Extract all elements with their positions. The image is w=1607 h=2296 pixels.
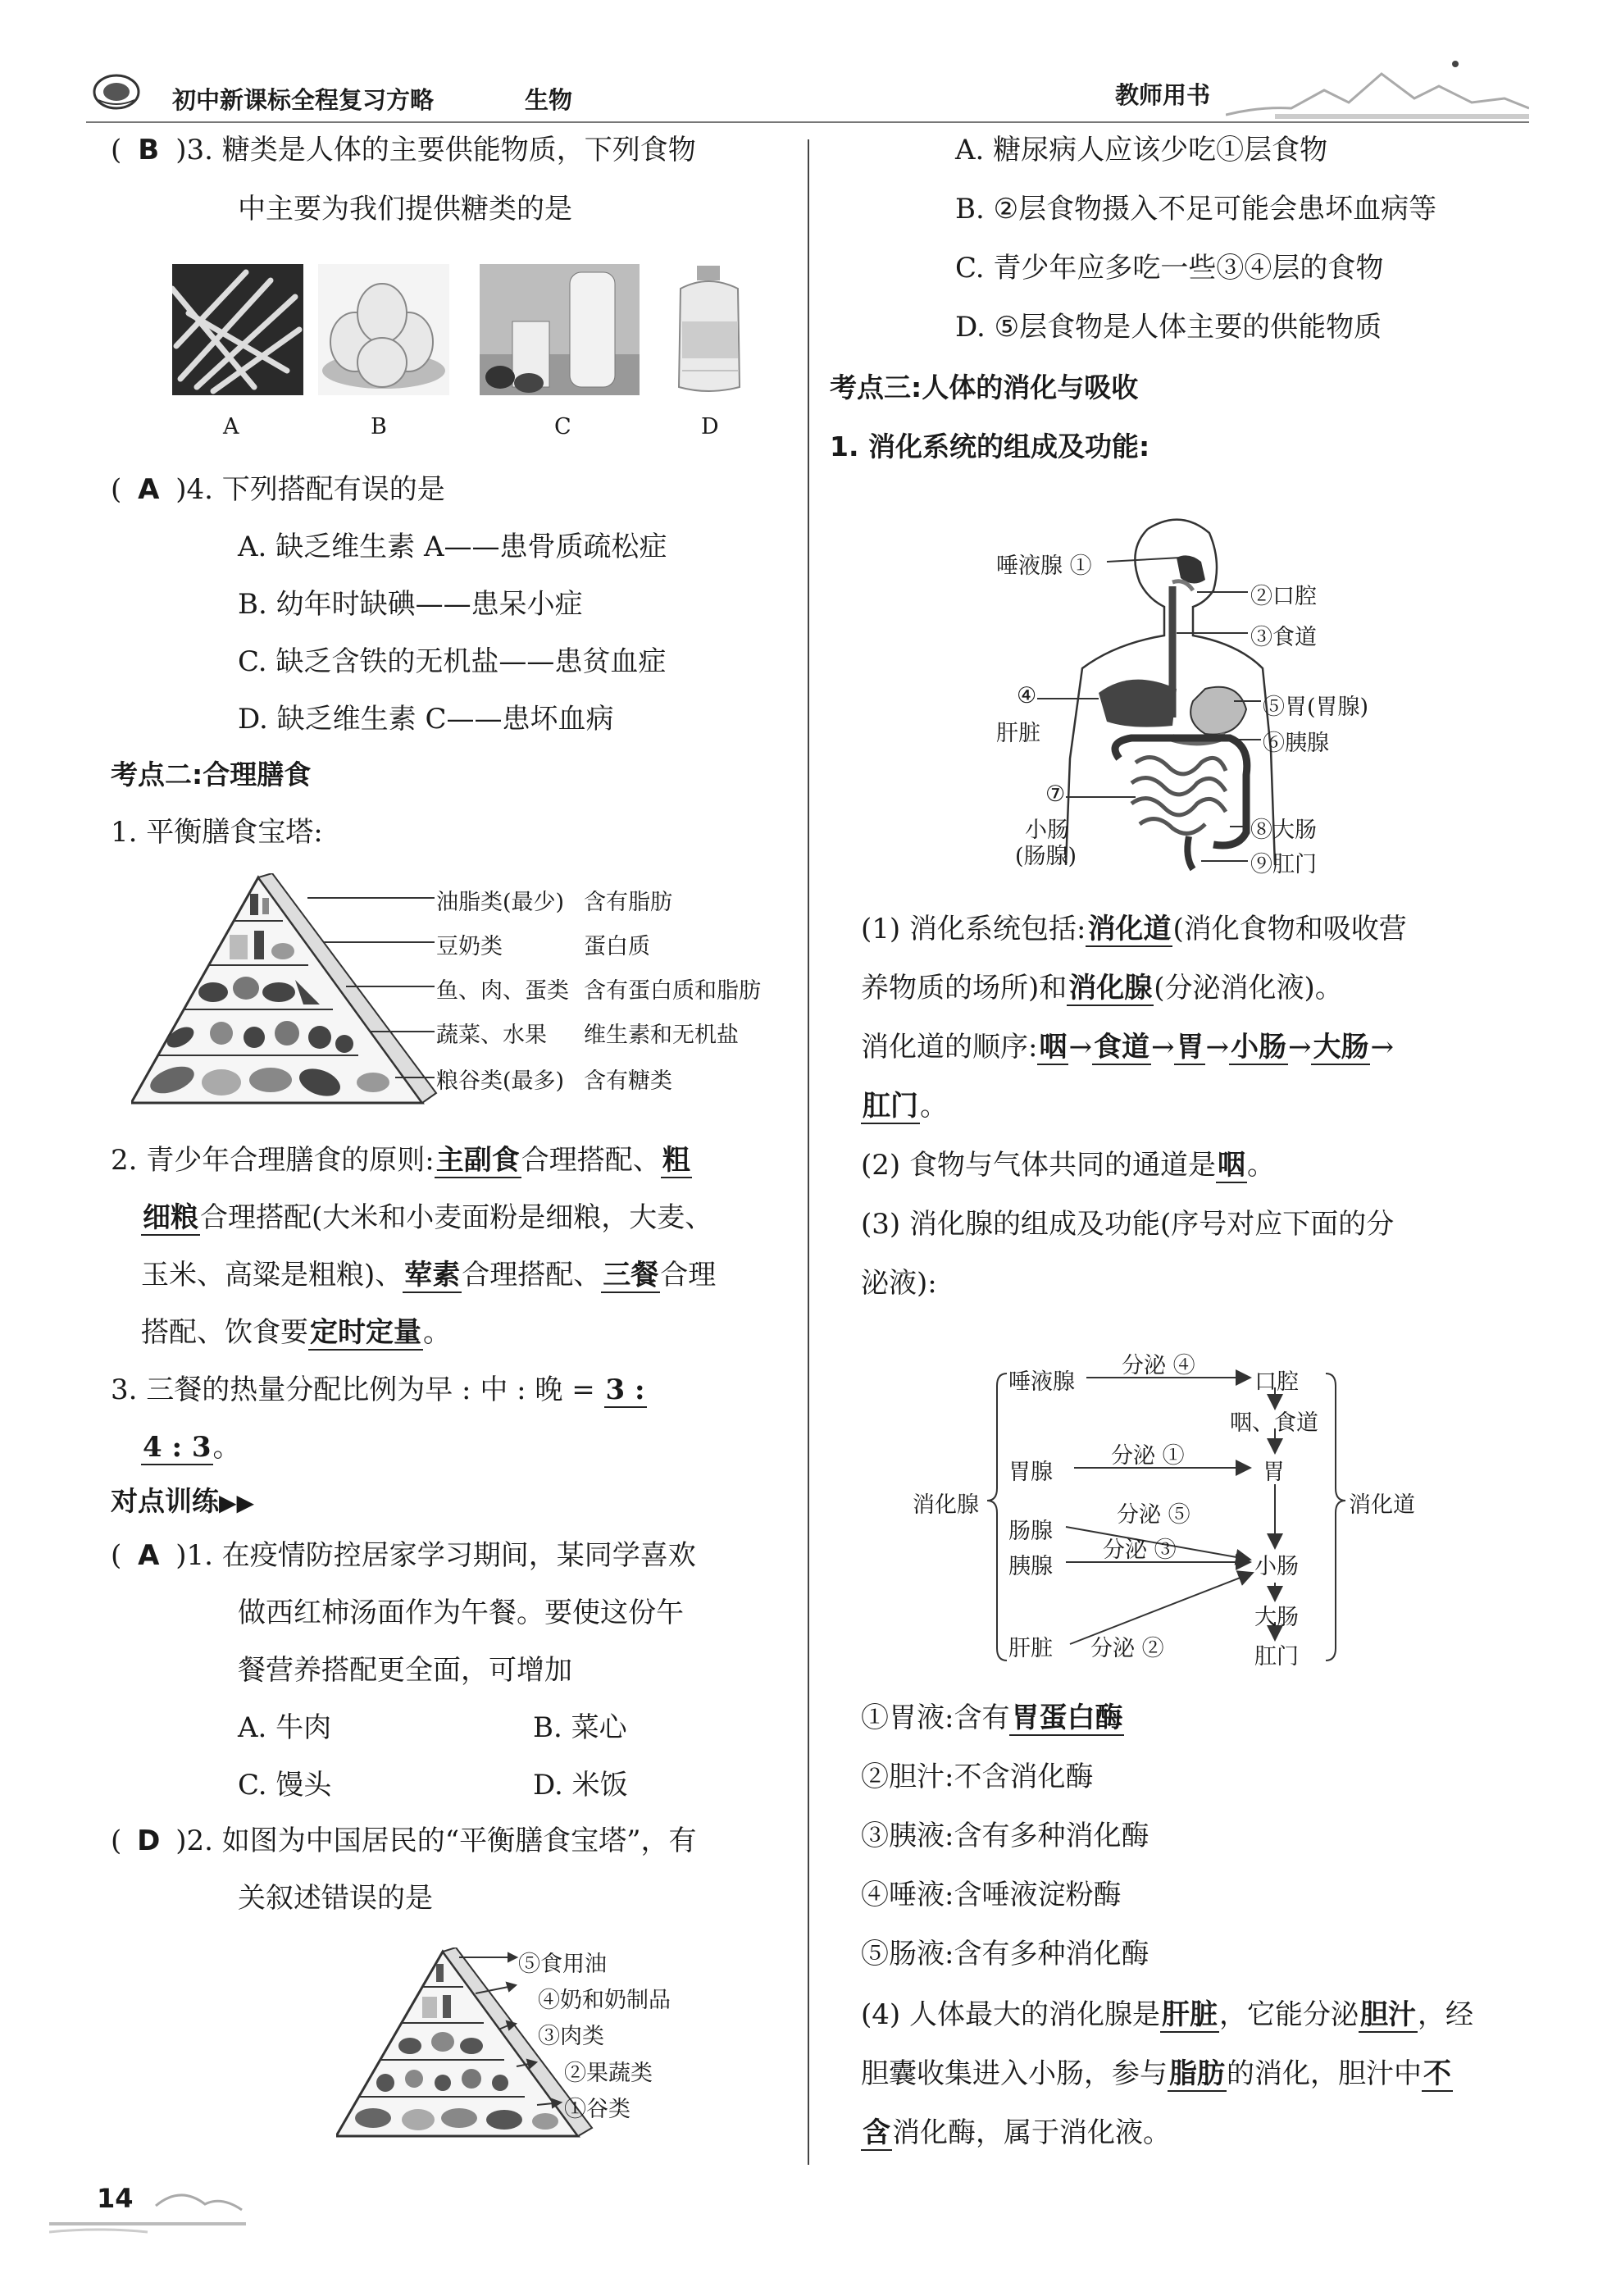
pyramid-layer-oil: 油脂类(最少): [436, 890, 565, 915]
pyramid-content-grain: 含有糖类: [584, 1068, 672, 1094]
pyramid2-label-3: ③肉类: [538, 2024, 604, 2049]
label-pancreas: ⑥胰腺: [1263, 731, 1329, 756]
flow-tract-mouth: 口腔: [1254, 1369, 1299, 1395]
pyramid-layer-meat: 鱼、肉、蛋类: [436, 978, 569, 1004]
answer-pepsin: 胃蛋白酶: [1011, 1702, 1123, 1734]
label-anus: ⑨肛门: [1250, 852, 1317, 877]
flow-tract-large-intestine: 大肠: [1254, 1605, 1299, 1630]
label-small-intestine: 小肠: [1025, 818, 1069, 843]
juice-pancreatic: ③胰液:含有多种消化酶: [861, 1820, 1149, 1852]
label-large-intestine: ⑧大肠: [1250, 818, 1317, 843]
p3-line1: (3) 消化腺的组成及功能(序号对应下面的分: [861, 1208, 1395, 1241]
food-image-b-eggs: [318, 264, 449, 395]
t1-option-c: C. 馒头: [238, 1769, 332, 1802]
p4-line1: (4) 人体最大的消化腺是肝脏，它能分泌胆汁，经: [861, 1998, 1473, 2031]
principle-line4: 搭配、饮食要定时定量。: [141, 1316, 451, 1349]
image-label-c: C: [554, 414, 571, 440]
food-image-d-oil: [664, 264, 754, 395]
principle-line1: 2. 青少年合理膳食的原则:主副食合理搭配、粗: [111, 1144, 690, 1177]
flow-secrete-pancreatic: 分泌 ③: [1103, 1538, 1177, 1563]
p1-line1: (1) 消化系统包括:消化道(消化食物和吸收营: [861, 913, 1407, 945]
label-liver: 肝脏: [996, 721, 1040, 746]
answer-coarse-a: 粗: [662, 1144, 690, 1177]
answer-ratio-a: 3 :: [605, 1374, 645, 1406]
footer-decoration-icon: [49, 2173, 246, 2239]
p2-line: (2) 食物与气体共同的通道是咽。: [861, 1149, 1275, 1182]
double-chevron-icon: ▶▶: [219, 1489, 255, 1516]
answer-t2: D: [137, 1824, 161, 1857]
flow-secrete-saliva: 分泌 ④: [1122, 1353, 1195, 1378]
training-q1: ( A )1. 在疫情防控居家学习期间，某同学喜欢: [111, 1537, 696, 1574]
q4-option-d: D. 缺乏维生素 C——患坏血病: [238, 703, 614, 736]
label-stomach: ⑤胃(胃腺): [1263, 695, 1369, 720]
answer-bile: 胆汁: [1359, 1998, 1416, 2031]
answer-ratio-b: 4 : 3: [143, 1431, 212, 1464]
subject-label: 生物: [525, 86, 573, 114]
question-4: ( A )4. 下列搭配有误的是: [111, 471, 445, 508]
order-line2: 肛门。: [863, 1090, 948, 1123]
t2-option-a: A. 糖尿病人应该少吃①层食物: [955, 134, 1328, 166]
t1-option-a: A. 牛肉: [238, 1711, 332, 1744]
flow-glands-title: 消化腺: [913, 1492, 979, 1518]
flow-tract-anus: 肛门: [1254, 1644, 1299, 1670]
training-q2-line2: 关叙述错误的是: [238, 1882, 433, 1915]
mountain-decoration-icon: [1226, 57, 1529, 123]
pyramid2-label-2: ②果蔬类: [564, 2061, 653, 2086]
pyramid-title: 1. 平衡膳食宝塔:: [111, 816, 323, 849]
answer-digestive-tract: 消化道: [1087, 913, 1172, 945]
principle-line3: 玉米、高粱是粗粮)、荤素合理搭配、三餐合理: [141, 1259, 717, 1292]
answer-not-b: 含: [863, 2116, 890, 2149]
pyramid2-label-5: ⑤食用油: [518, 1952, 607, 1977]
column-divider: [808, 139, 809, 2165]
food-image-a-noodles: [172, 264, 303, 395]
flow-tract-title: 消化道: [1349, 1492, 1415, 1518]
q4-option-b: B. 幼年时缺碘——患呆小症: [238, 588, 583, 621]
p1-line2: 养物质的场所)和消化腺(分泌消化液)。: [861, 972, 1343, 1004]
page-number: 14: [97, 2183, 134, 2214]
food-pyramid-diagram: [131, 873, 443, 1107]
pyramid-content-oil: 含有脂肪: [584, 890, 672, 915]
answer-fat: 脂肪: [1169, 2057, 1225, 2090]
juice-bile: ②胆汁:不含消化酶: [861, 1761, 1094, 1793]
section-3-title: 考点三:人体的消化与吸收: [830, 371, 1139, 403]
flow-gland-salivary: 唾液腺: [1008, 1369, 1075, 1395]
food-image-c-milk: [480, 264, 640, 395]
image-label-d: D: [701, 414, 719, 440]
flow-secrete-gastric: 分泌 ①: [1111, 1443, 1185, 1469]
t2-option-c: C. 青少年应多吃一些③④层的食物: [955, 252, 1384, 285]
subsection-1-title: 1. 消化系统的组成及功能:: [830, 430, 1150, 462]
pyramid-layer-veg: 蔬菜、水果: [436, 1023, 547, 1048]
answer-q3: B: [138, 134, 160, 166]
flow-tract-esophagus: 咽、食道: [1230, 1410, 1318, 1436]
juice-intestinal: ⑤肠液:含有多种消化酶: [861, 1938, 1149, 1970]
book-title: 初中新课标全程复习方略: [172, 86, 435, 114]
p3-line2: 泌液):: [861, 1267, 937, 1300]
flow-secrete-bile: 分泌 ②: [1090, 1636, 1164, 1661]
question-3-line2: 中主要为我们提供糖类的是: [238, 193, 572, 226]
image-label-b: B: [371, 414, 387, 440]
training-q2: ( D )2. 如图为中国居民的“平衡膳食宝塔”，有: [111, 1822, 697, 1860]
pyramid2-label-1: ①谷类: [564, 2097, 631, 2122]
label-liver-num: ④: [1017, 683, 1037, 708]
juice-saliva: ④唾液:含唾液淀粉酶: [861, 1879, 1122, 1911]
answer-coarse-b: 细粮: [143, 1201, 198, 1234]
pyramid-content-bean: 蛋白质: [584, 934, 650, 959]
q4-option-a: A. 缺乏维生素 A——患骨质疏松症: [238, 531, 667, 563]
principle-line2: 细粮合理搭配(大米和小麦面粉是细粮，大麦、: [143, 1201, 713, 1234]
answer-main-side: 主副食: [435, 1144, 520, 1177]
flow-gland-liver: 肝脏: [1008, 1636, 1053, 1661]
image-label-a: A: [223, 414, 239, 440]
answer-not-a: 不: [1423, 2057, 1451, 2090]
training-q1-line2: 做西红柿汤面作为午餐。要使这份午: [238, 1597, 684, 1629]
pyramid2-label-4: ④奶和奶制品: [538, 1988, 671, 2013]
p4-line3: 含消化酶，属于消化液。: [863, 2116, 1171, 2149]
answer-three-meals: 三餐: [603, 1259, 659, 1292]
answer-digestive-gland: 消化腺: [1068, 972, 1153, 1004]
answer-q4: A: [138, 473, 160, 506]
t2-option-b: B. ②层食物摄入不足可能会患坏血病等: [955, 193, 1437, 226]
label-intestinal-gland: (肠腺): [1015, 844, 1077, 869]
flow-secrete-intestinal: 分泌 ⑤: [1117, 1502, 1190, 1528]
body-label-leader-lines: [984, 525, 1312, 886]
label-salivary-gland: 唾液腺 ①: [996, 554, 1092, 579]
book-logo-icon: [92, 72, 141, 112]
answer-liver: 肝脏: [1161, 1998, 1218, 2031]
pyramid-layer-bean: 豆奶类: [436, 934, 503, 959]
flow-gland-intestinal: 肠腺: [1008, 1519, 1053, 1544]
flow-tract-small-intestine: 小肠: [1254, 1554, 1299, 1579]
flow-tract-stomach: 胃: [1263, 1460, 1285, 1485]
question-3: ( B )3. 糖类是人体的主要供能物质，下列食物: [111, 131, 696, 169]
flow-gland-gastric: 胃腺: [1008, 1460, 1053, 1485]
answer-meat-veg: 荤素: [404, 1259, 461, 1292]
t1-option-b: B. 菜心: [533, 1711, 627, 1744]
ratio-line1: 3. 三餐的热量分配比例为早 : 中 : 晚 = 3 :: [111, 1374, 645, 1406]
training-q1-line3: 餐营养搭配更全面，可增加: [238, 1654, 572, 1687]
answer-pharynx: 咽: [1217, 1149, 1245, 1182]
pyramid-content-veg: 维生素和无机盐: [584, 1023, 739, 1048]
teacher-tag: 教师用书: [1115, 81, 1211, 109]
section-2-title: 考点二:合理膳食: [111, 758, 312, 790]
label-small-intestine-num: ⑦: [1045, 781, 1066, 807]
order-line1: 消化道的顺序:咽→食道→胃→小肠→大肠→: [861, 1031, 1394, 1064]
answer-regular-meals: 定时定量: [310, 1316, 421, 1349]
t2-option-d: D. ⑤层食物是人体主要的供能物质: [955, 311, 1382, 344]
p4-line2: 胆囊收集进入小肠，参与脂肪的消化，胆汁中不: [861, 2057, 1451, 2090]
label-mouth: ②口腔: [1250, 584, 1317, 609]
training-title: 对点训练▶▶: [111, 1485, 255, 1517]
q4-option-c: C. 缺乏含铁的无机盐——患贫血症: [238, 645, 667, 678]
label-esophagus: ③食道: [1250, 625, 1317, 650]
flow-gland-pancreas: 胰腺: [1008, 1554, 1053, 1579]
t1-option-d: D. 米饭: [533, 1769, 628, 1802]
juice-gastric: ①胃液:含有胃蛋白酶: [861, 1702, 1123, 1734]
ratio-line2: 4 : 3。: [143, 1431, 241, 1464]
pyramid-content-meat: 含有蛋白质和脂肪: [584, 978, 761, 1004]
answer-t1: A: [138, 1539, 160, 1572]
header-rule: [86, 121, 1529, 123]
pyramid-layer-grain: 粮谷类(最多): [436, 1068, 565, 1094]
